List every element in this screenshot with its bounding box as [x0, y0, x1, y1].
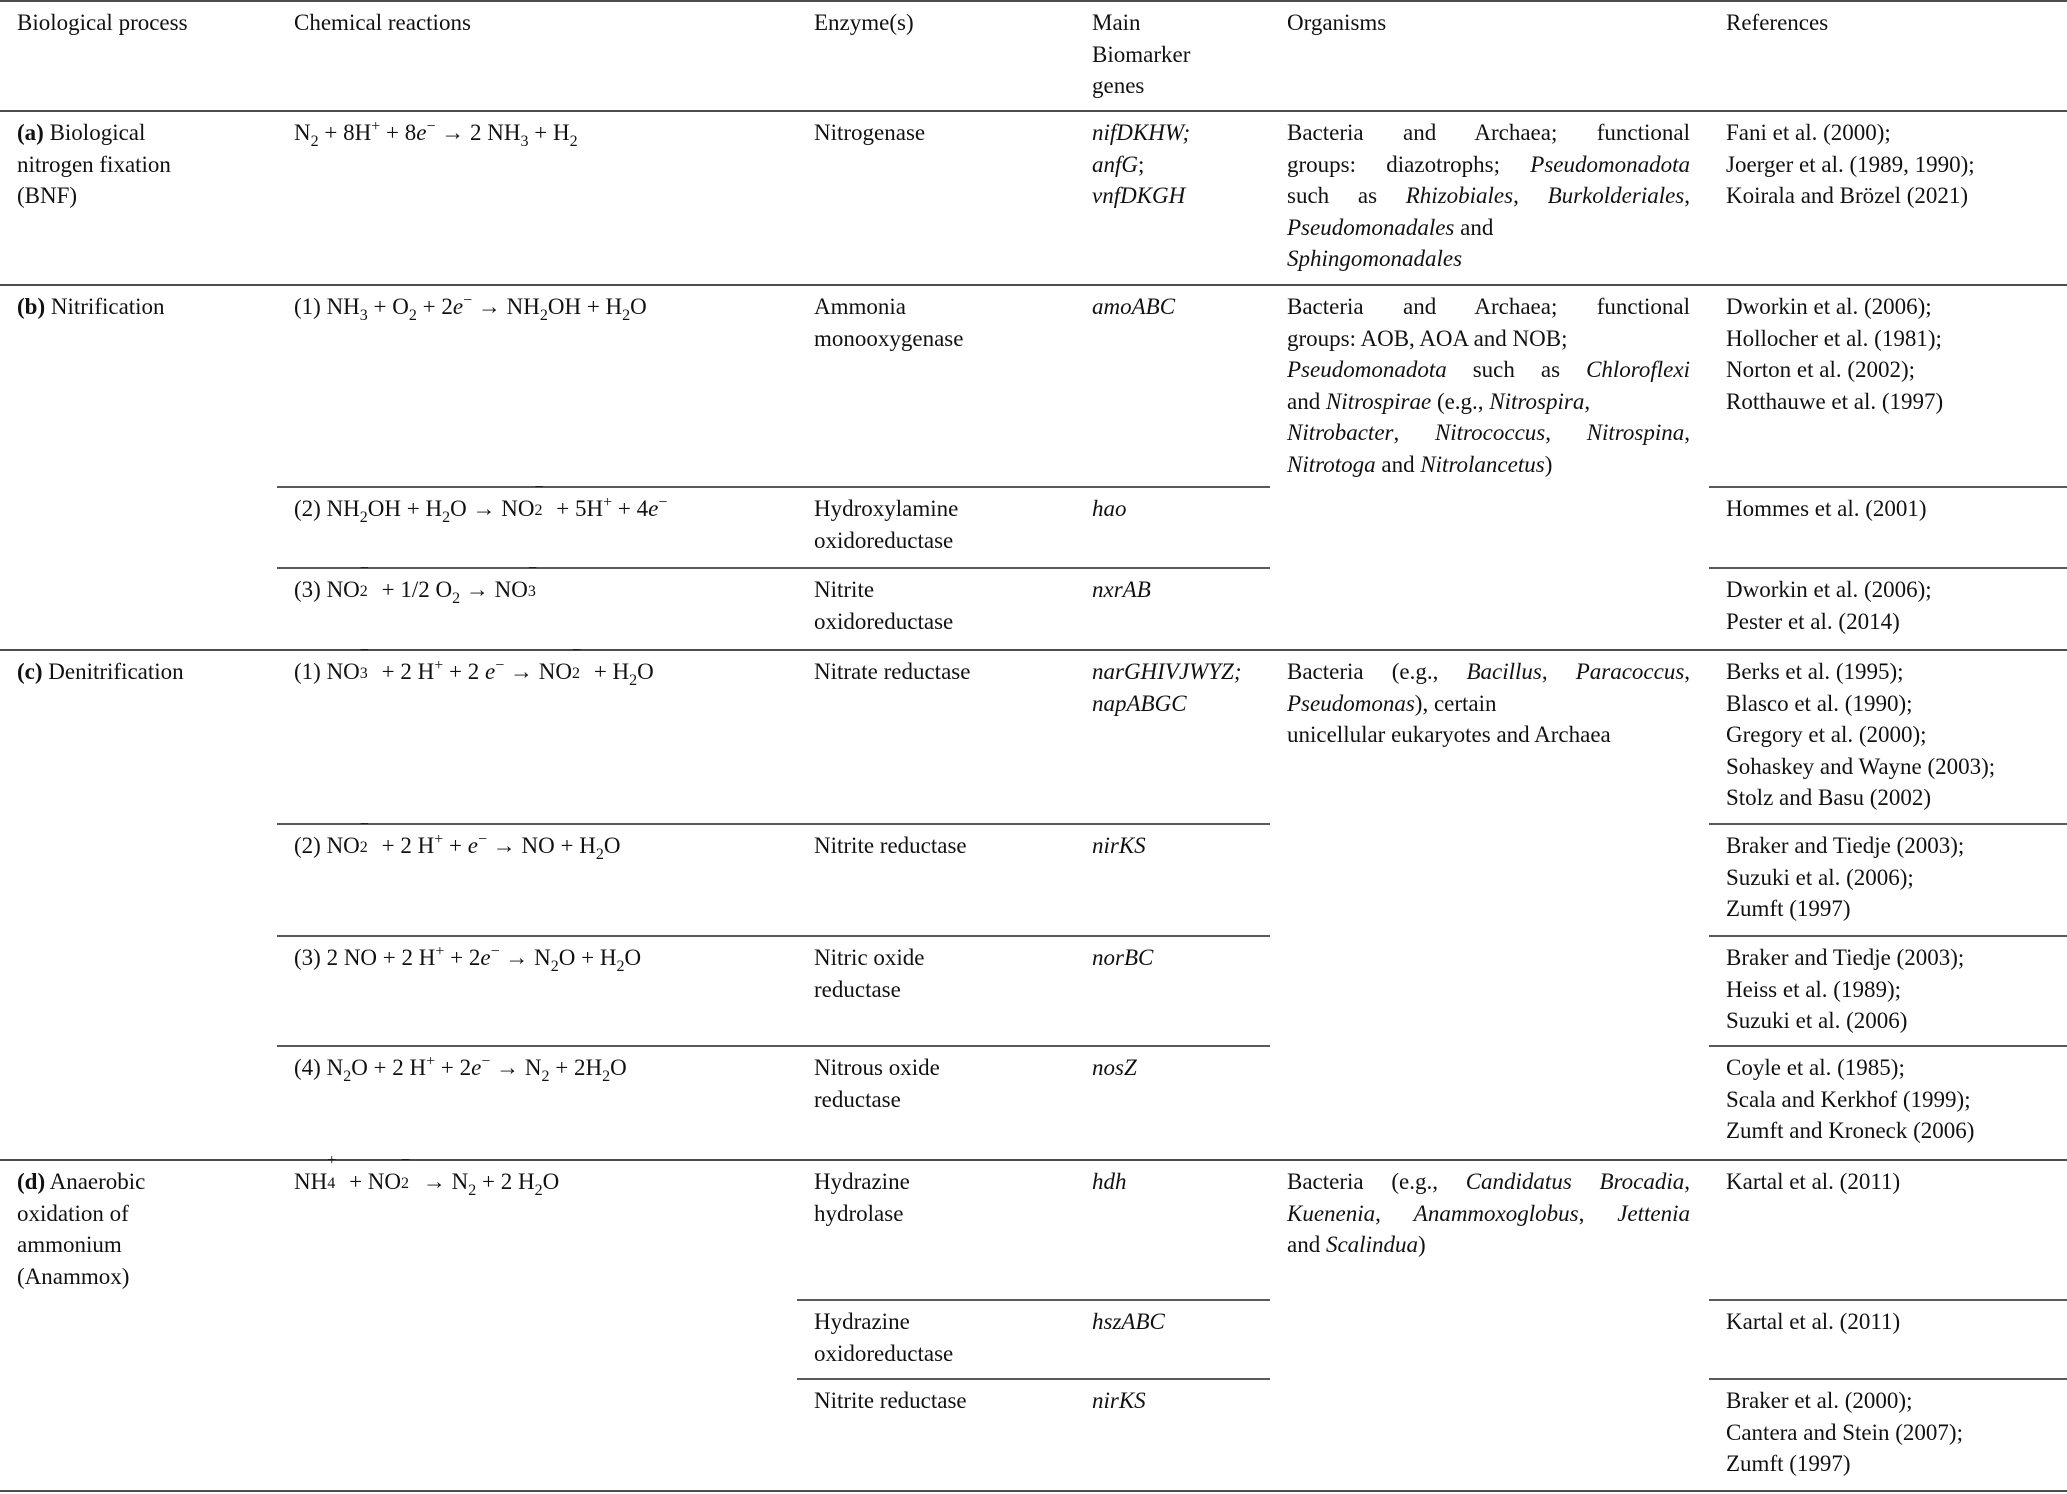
genes-cell: [1092, 1166, 1127, 1198]
table-top-rule: [0, 0, 2067, 2]
organisms-line: unicellular eukaryotes and Archaea: [1287, 722, 1611, 748]
header-references: [1726, 7, 1828, 39]
reference: Hollocher et al. (1981);: [1726, 325, 1942, 351]
genes-cell: [1092, 1306, 1165, 1338]
reference: Kartal et al. (2011): [1726, 1309, 1901, 1334]
sub-row-rule: [277, 567, 1270, 569]
reaction-formula: (2) NO − 2 + 2 H+ + e− → NO + $H_2O$: [294, 816, 621, 863]
reference: Dworkin et al. (2006);: [1726, 294, 1932, 319]
header-text: Main: [1092, 10, 1141, 35]
enzyme-cell: [814, 1052, 940, 1115]
enzyme-name: Nitrous oxide: [814, 1055, 940, 1080]
reaction-cell: [294, 942, 641, 974]
reference: Braker and Tiedje (2003);: [1726, 833, 1965, 858]
header-text: Biological process: [17, 10, 188, 35]
enzyme-cell: [814, 656, 970, 688]
reference: Blasco et al. (1990);: [1726, 690, 1913, 716]
header-chemical-reactions: [294, 7, 471, 39]
process-label-a: [17, 117, 171, 212]
reference: Braker and Tiedje (2003);: [1726, 945, 1965, 970]
reference: Dworkin et al. (2006);: [1726, 577, 1932, 602]
reference: Cantera and Stein (2007);: [1726, 1419, 1963, 1445]
gene-name: hdh: [1092, 1169, 1127, 1194]
process-label-line: (b) Nitrification: [17, 294, 165, 319]
references-cell: [1726, 291, 1943, 417]
genes-cell: [1092, 656, 1242, 719]
process-label-c: [17, 656, 184, 688]
reference: Braker et al. (2000);: [1726, 1388, 1913, 1413]
sub-row-rule: [1709, 1045, 2067, 1047]
references-cell: [1726, 1052, 1974, 1147]
references-cell: [1726, 830, 1964, 925]
reference: Heiss et al. (1989);: [1726, 976, 1902, 1002]
organisms-cell-a: [1287, 117, 1690, 275]
organisms-line: Bacteria and Archaea; functional: [1287, 294, 1690, 319]
process-label-line: (c) Denitrification: [17, 659, 184, 684]
reference: Coyle et al. (1985);: [1726, 1055, 1905, 1080]
group-b-bottom-rule: [0, 649, 2067, 651]
genes-cell: [1092, 830, 1146, 862]
enzyme-name: Hydrazine: [814, 1309, 910, 1334]
enzyme-name: Nitrate reductase: [814, 659, 971, 684]
process-label-b: [17, 291, 165, 323]
reaction-formula: (1) $NH_3 + O_2 + 2e^- \to NH_2OH + H_2O$: [294, 292, 647, 324]
reference: Pester et al. (2014): [1726, 608, 1900, 634]
enzyme-name: hydrolase: [814, 1200, 904, 1226]
sub-row-rule: [1709, 823, 2067, 825]
genes-cell: [1092, 942, 1153, 974]
reference: Suzuki et al. (2006): [1726, 1008, 1908, 1034]
gene-name: nosZ: [1092, 1055, 1137, 1080]
reaction-cell: [294, 1152, 560, 1199]
enzyme-cell: [814, 117, 925, 149]
organisms-line: Pseudomonas), certain: [1287, 690, 1497, 716]
enzyme-cell: [814, 942, 925, 1005]
enzyme-name: Nitrite reductase: [814, 1388, 967, 1413]
header-text: Enzyme(s): [814, 10, 914, 35]
group-c-bottom-rule: [0, 1159, 2067, 1161]
enzyme-cell: [814, 574, 953, 637]
reference: Koirala and Brözel (2021): [1726, 183, 1969, 209]
header-text: Organisms: [1287, 10, 1387, 35]
table-bottom-rule: [0, 1490, 2067, 1492]
sub-row-rule: [1709, 567, 2067, 569]
gene-name: hszABC: [1092, 1309, 1165, 1334]
sub-row-rule: [797, 1378, 1270, 1380]
gene-name: anfG;: [1092, 151, 1145, 177]
organisms-line: Pseudomonadales and: [1287, 214, 1494, 240]
organisms-line: Nitrotoga and Nitrolancetus): [1287, 451, 1553, 477]
organisms-line: Bacteria (e.g., Bacillus, Paracoccus,: [1287, 659, 1691, 684]
enzyme-name: Nitrogenase: [814, 120, 926, 145]
reaction-cell: [294, 479, 668, 526]
sub-row-rule: [277, 935, 1270, 937]
reaction-formula: (4) $N_2O + 2$ $H^+ + 2e^- \to N_2 + 2H_2O$: [294, 1053, 627, 1085]
organisms-line: Bacteria (e.g., Candidatus Brocadia,: [1287, 1169, 1690, 1194]
reference: Hommes et al. (2001): [1726, 496, 1927, 521]
gene-name: nxrAB: [1092, 577, 1151, 602]
header-enzymes: [814, 7, 914, 39]
organisms-line: groups: AOB, AOA and NOB;: [1287, 325, 1568, 351]
genes-cell: [1092, 574, 1151, 606]
gene-name: vnfDKGH: [1092, 183, 1186, 209]
process-label-line: ammonium: [17, 1232, 122, 1258]
references-cell: [1726, 574, 1932, 637]
organisms-cell-b: [1287, 291, 1690, 481]
header-text: Chemical reactions: [294, 10, 471, 35]
process-label-d: [17, 1166, 145, 1292]
process-label-line: oxidation of: [17, 1200, 129, 1226]
enzyme-name: reductase: [814, 976, 901, 1002]
reaction-cell: [294, 642, 654, 689]
enzyme-cell: [814, 830, 967, 862]
reference: Stolz and Basu (2002): [1726, 785, 1932, 811]
header-text: Biomarker: [1092, 41, 1191, 67]
organisms-line: Bacteria and Archaea; functional: [1287, 120, 1690, 145]
enzyme-name: oxidoreductase: [814, 608, 954, 634]
sub-row-rule: [797, 1299, 1270, 1301]
reference: Berks et al. (1995);: [1726, 659, 1904, 684]
process-label-line: (d) Anaerobic: [17, 1169, 146, 1194]
process-letter: (d): [17, 1169, 46, 1194]
enzyme-name: Nitrite reductase: [814, 833, 967, 858]
reaction-formula: (2) $NH_2OH + H_2O$ → NO − 2 + 5H+ + 4e−: [294, 479, 668, 526]
header-text: genes: [1092, 73, 1145, 99]
reaction-cell: [294, 816, 621, 863]
enzyme-cell: [814, 1306, 953, 1369]
references-cell: [1726, 1385, 1963, 1480]
references-cell: [1726, 942, 1964, 1037]
reference: Kartal et al. (2011): [1726, 1169, 1901, 1194]
reference: Fani et al. (2000);: [1726, 120, 1891, 145]
organisms-line: Pseudomonadota such as Chloroflexi: [1287, 357, 1690, 383]
organisms-line: groups: diazotrophs; Pseudomonadota: [1287, 151, 1690, 177]
organisms-line: and Scalindua): [1287, 1232, 1426, 1258]
header-text: References: [1726, 10, 1829, 35]
organisms-line: Sphingomonadales: [1287, 246, 1463, 272]
header-organisms: [1287, 7, 1386, 39]
sub-row-rule: [1709, 935, 2067, 937]
organisms-line: such as Rhizobiales, Burkolderiales,: [1287, 183, 1691, 209]
process-label-line: (a) Biological: [17, 120, 146, 145]
reaction-formula: (1) NO − 3 + 2 H+ + 2 e− → NO − 2 + $H_2O$: [294, 642, 654, 689]
references-cell: [1726, 1166, 1900, 1198]
sub-row-rule: [1709, 486, 2067, 488]
reference: Sohaskey and Wayne (2003);: [1726, 753, 1996, 779]
gene-name: napABGC: [1092, 690, 1187, 716]
reference: Zumft (1997): [1726, 896, 1851, 922]
organisms-cell-d: [1287, 1166, 1690, 1261]
header-bottom-rule: [0, 110, 2067, 112]
sub-row-rule: [277, 823, 1270, 825]
reaction-formula: NH + 4 + NO − 2 → $N_2 + 2$ $H_2O$: [294, 1152, 560, 1199]
gene-name: nirKS: [1092, 1388, 1146, 1413]
gene-name: nifDKHW;: [1092, 120, 1191, 145]
reaction-formula: $N_2 + 8H^+ + 8e^- \to 2$ $NH_3 + H_2$: [294, 118, 578, 150]
enzyme-name: Nitric oxide: [814, 945, 925, 970]
enzyme-name: oxidoreductase: [814, 527, 954, 553]
gene-name: narGHIVJWYZ;: [1092, 659, 1242, 684]
header-biological-process: [17, 7, 188, 39]
gene-name: amoABC: [1092, 294, 1176, 319]
enzyme-name: Nitrite: [814, 577, 875, 602]
organisms-line: Nitrobacter, Nitrococcus, Nitrospina,: [1287, 420, 1690, 446]
gene-name: norBC: [1092, 945, 1154, 970]
process-letter: (a): [17, 120, 44, 145]
enzyme-cell: [814, 1385, 967, 1417]
enzyme-name: Ammonia: [814, 294, 906, 319]
sub-row-rule: [1709, 1299, 2067, 1301]
process-letter: (c): [17, 659, 43, 684]
reaction-formula: (3) 2 NO + 2 $H^+ + 2e^- \to N_2O + H_2O$: [294, 943, 642, 975]
gene-name: hao: [1092, 496, 1127, 521]
process-label-line: nitrogen fixation: [17, 151, 171, 177]
genes-cell: [1092, 117, 1190, 212]
organisms-line: and Nitrospirae (e.g., Nitrospira,: [1287, 388, 1591, 414]
reference: Rotthauwe et al. (1997): [1726, 388, 1944, 414]
group-a-bottom-rule: [0, 284, 2067, 286]
reference: Zumft (1997): [1726, 1451, 1851, 1477]
reaction-cell: [294, 560, 544, 607]
genes-cell: [1092, 291, 1175, 323]
enzyme-cell: [814, 291, 963, 354]
enzyme-name: reductase: [814, 1086, 901, 1112]
reference: Norton et al. (2002);: [1726, 357, 1916, 383]
enzyme-name: monooxygenase: [814, 325, 964, 351]
references-cell: [1726, 117, 1975, 212]
genes-cell: [1092, 1385, 1146, 1417]
enzyme-name: Hydrazine: [814, 1169, 910, 1194]
reaction-cell: [294, 117, 578, 149]
reference: Suzuki et al. (2006);: [1726, 864, 1914, 890]
enzyme-cell: [814, 1166, 910, 1229]
references-cell: [1726, 656, 1995, 814]
process-letter: (b): [17, 294, 46, 319]
reference: Scala and Kerkhof (1999);: [1726, 1086, 1971, 1112]
reaction-cell: [294, 291, 647, 323]
sub-row-rule: [277, 1045, 1270, 1047]
reaction-cell: [294, 1052, 627, 1084]
sub-row-rule: [277, 486, 1270, 488]
reference: Zumft and Kroneck (2006): [1726, 1118, 1975, 1144]
reference: Joerger et al. (1989, 1990);: [1726, 151, 1975, 177]
header-biomarker-genes: [1092, 7, 1190, 102]
enzyme-name: Hydroxylamine: [814, 496, 959, 521]
genes-cell: [1092, 493, 1127, 525]
sub-row-rule: [1709, 1378, 2067, 1380]
genes-cell: [1092, 1052, 1137, 1084]
enzyme-name: oxidoreductase: [814, 1340, 954, 1366]
references-cell: [1726, 1306, 1900, 1338]
gene-name: nirKS: [1092, 833, 1146, 858]
process-label-line: (Anammox): [17, 1263, 130, 1289]
reaction-formula: (3) NO − 2 + 1/2 $O_2$ → NO − 3: [294, 560, 537, 607]
organisms-cell-c: [1287, 656, 1690, 751]
organisms-line: Kuenenia, Anammoxoglobus, Jettenia: [1287, 1200, 1690, 1226]
reference: Gregory et al. (2000);: [1726, 722, 1927, 748]
enzyme-cell: [814, 493, 958, 556]
references-cell: [1726, 493, 1927, 525]
process-label-line: (BNF): [17, 183, 78, 209]
